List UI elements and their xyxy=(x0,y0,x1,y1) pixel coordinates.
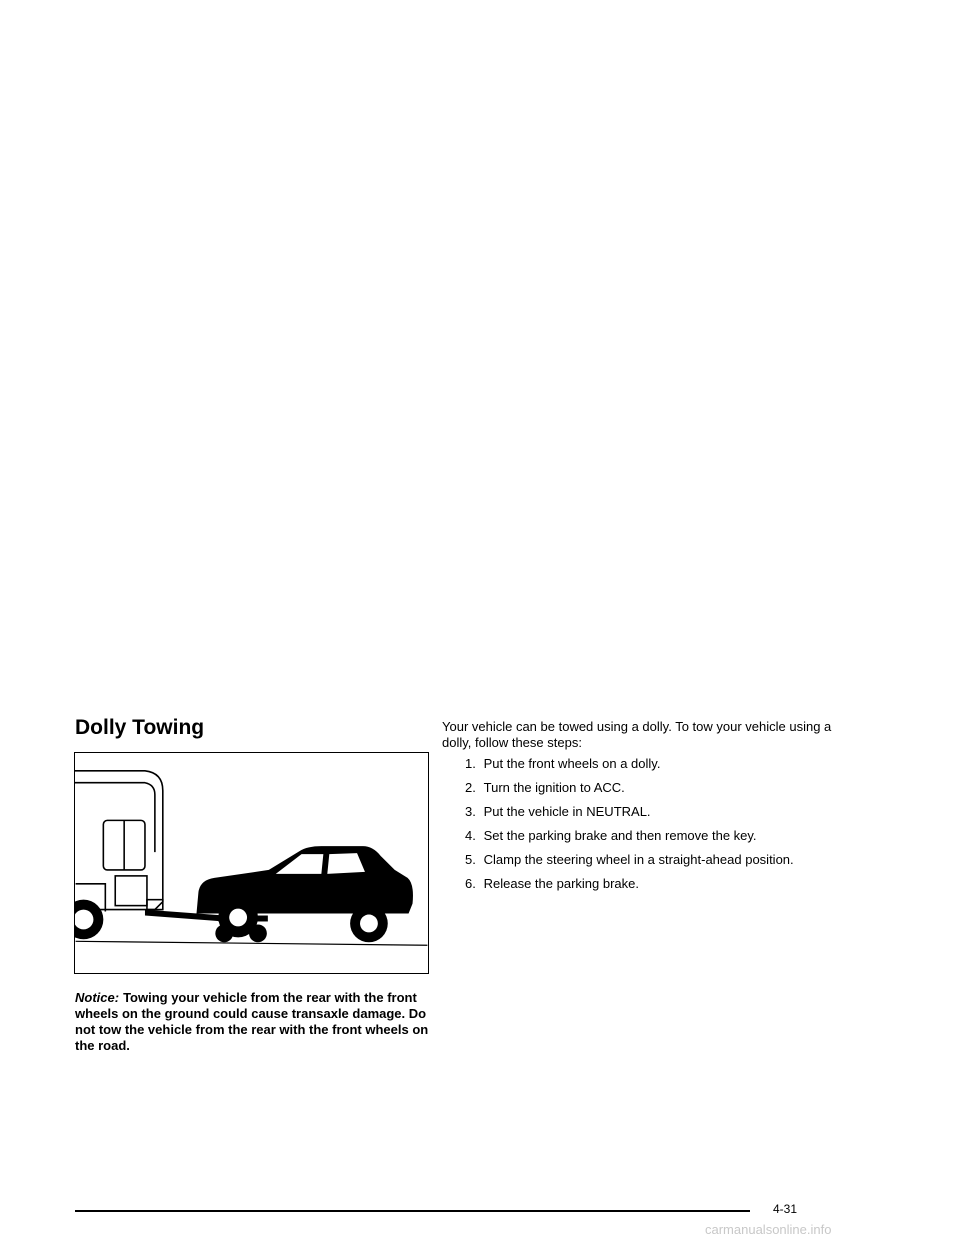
step-text: Put the front wheels on a dolly. xyxy=(483,756,661,771)
step-text: Release the parking brake. xyxy=(483,876,639,891)
section-title: Dolly Towing xyxy=(75,716,205,739)
list-item xyxy=(465,780,825,796)
list-item xyxy=(465,852,825,868)
step-number: 2. xyxy=(465,780,476,795)
step-number: 1. xyxy=(465,756,476,771)
steps-list xyxy=(465,756,825,900)
step-text: Clamp the steering wheel in a straight-ahead position. xyxy=(483,852,794,867)
list-item xyxy=(465,828,825,844)
list-item xyxy=(465,756,825,772)
step-number: 3. xyxy=(465,804,476,819)
step-number: 4. xyxy=(465,828,476,843)
step-text: Put the vehicle in NEUTRAL. xyxy=(483,804,651,819)
notice-label: Notice: xyxy=(75,990,120,1005)
step-number: 5. xyxy=(465,852,476,867)
step-number: 6. xyxy=(465,876,476,891)
step-text: Set the parking brake and then remove the key. xyxy=(483,828,757,843)
list-item xyxy=(465,804,825,820)
dolly-towing-illustration-icon xyxy=(74,752,429,974)
tow-vehicle xyxy=(75,771,163,912)
footer-divider xyxy=(75,1210,750,1212)
step-text: Turn the ignition to ACC. xyxy=(483,780,625,795)
notice-paragraph xyxy=(75,990,435,1054)
notice-text: Towing your vehicle from the rear with the front wheels on the ground could cause transaxle damage. Do not tow the vehicle from the rear with the front wheels on the road. xyxy=(75,990,429,1053)
list-item xyxy=(465,876,825,892)
intro-paragraph: Your vehicle can be towed using a dolly. To tow your vehicle using a dolly, follow these steps: xyxy=(442,719,832,750)
page-number: 4-31 xyxy=(773,1202,798,1216)
watermark: carmanualsonline.info xyxy=(705,1222,832,1237)
